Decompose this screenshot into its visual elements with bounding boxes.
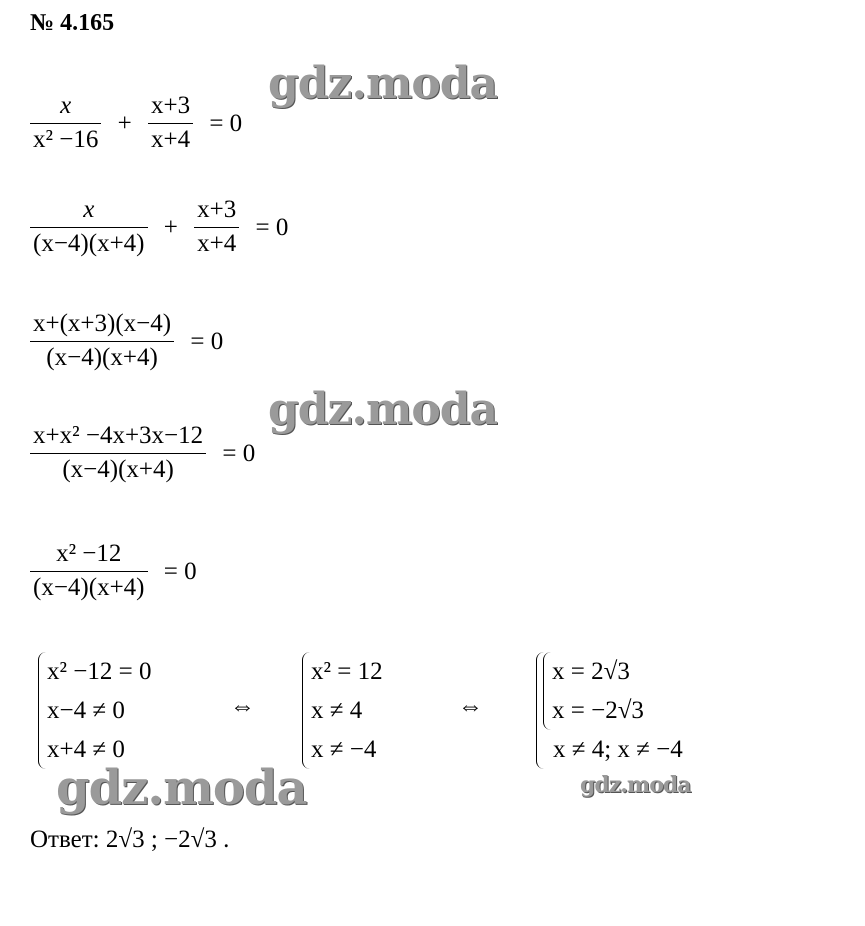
numerator: x+x² −4x+3x−12 xyxy=(33,422,204,449)
numerator: x+(x+3)(x−4) xyxy=(33,310,172,337)
watermark-logo: gdz.moda xyxy=(56,760,307,816)
denominator: (x−4)(x+4) xyxy=(46,344,158,372)
system-line: x ≠ −4 xyxy=(311,736,377,763)
equals-zero: = 0 xyxy=(255,213,289,241)
numerator: x² −12 xyxy=(56,540,122,567)
system-second xyxy=(302,652,383,769)
equation-step-4 xyxy=(30,422,265,485)
numerator: x xyxy=(60,92,72,119)
equation-step-2 xyxy=(30,196,298,259)
fraction xyxy=(30,540,148,603)
system-third xyxy=(536,652,683,769)
plus-sign: + xyxy=(117,109,132,137)
equals-zero: = 0 xyxy=(190,327,224,355)
equation-step-3 xyxy=(30,310,233,373)
equivalence-arrow: ⇔ xyxy=(458,693,483,720)
system-line: x = −2√3 xyxy=(552,697,644,724)
system-first xyxy=(38,652,151,769)
system-line: x² −12 = 0 xyxy=(47,658,152,685)
fraction xyxy=(30,196,148,259)
equivalence-arrow: ⇔ xyxy=(230,693,255,720)
watermark-logo: gdz.moda xyxy=(268,384,498,435)
answer-line: Ответ: 2√3 ; −2√3 . xyxy=(30,826,230,853)
denominator: (x−4)(x+4) xyxy=(62,456,174,484)
numerator: x xyxy=(83,196,95,223)
fraction xyxy=(148,92,193,155)
system-line: x−4 ≠ 0 xyxy=(47,697,125,724)
system-line: x = 2√3 xyxy=(552,658,630,685)
denominator: (x−4)(x+4) xyxy=(33,230,145,258)
denominator: x² −16 xyxy=(33,126,99,154)
fraction xyxy=(30,422,206,485)
fraction xyxy=(30,92,101,155)
system-line: x² = 12 xyxy=(311,658,383,685)
equals-zero: = 0 xyxy=(222,439,256,467)
problem-number: № 4.165 xyxy=(30,10,115,36)
fraction xyxy=(30,310,174,373)
system-line: x ≠ 4 xyxy=(311,697,363,724)
equation-step-5 xyxy=(30,540,207,603)
denominator: (x−4)(x+4) xyxy=(33,574,145,602)
denominator: x+4 xyxy=(197,230,237,258)
watermark-logo: gdz.moda xyxy=(580,772,691,798)
fraction xyxy=(194,196,239,259)
equals-zero: = 0 xyxy=(209,109,243,137)
watermark-logo: gdz.moda xyxy=(268,58,498,109)
denominator: x+4 xyxy=(150,126,191,154)
system-line: x ≠ 4; x ≠ −4 xyxy=(553,736,683,763)
system-line: x+4 ≠ 0 xyxy=(47,736,125,763)
equation-step-1 xyxy=(30,92,252,155)
plus-sign: + xyxy=(163,213,178,241)
numerator: x+3 xyxy=(150,92,191,119)
numerator: x+3 xyxy=(197,196,237,223)
union-bracket xyxy=(543,652,683,730)
equals-zero: = 0 xyxy=(163,557,197,585)
